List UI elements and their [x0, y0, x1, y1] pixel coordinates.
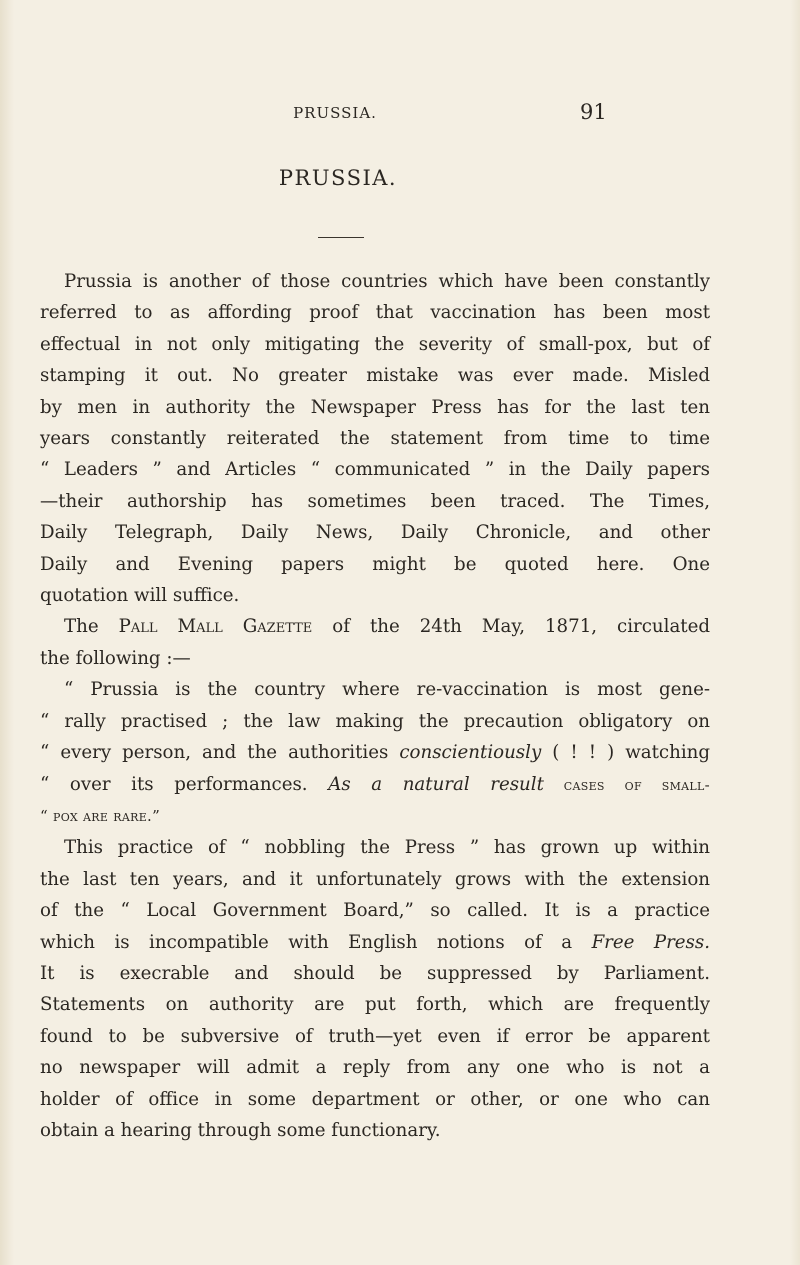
quote-line: “ Prussia is the country where re-vaccination is most gene- — [64, 679, 710, 701]
text-line: quotation will suffice. — [40, 585, 240, 607]
text-line: of the “ Local Government Board,” so called. It is a practice — [40, 900, 710, 922]
paragraph-2 — [40, 611, 710, 674]
text-line: no newspaper will admit a reply from any one who is not a — [40, 1057, 710, 1079]
text-fragment: “ every person, and the authorities — [40, 742, 400, 764]
text-line: holder of office in some department or other, or one who can — [40, 1088, 710, 1110]
text-fragment: ( ! ! ) watching — [541, 742, 710, 764]
quote-line — [40, 769, 710, 801]
text-line: years constantly reiterated the statement from time to time — [40, 428, 710, 450]
text-fragment: The — [64, 616, 119, 638]
title-rule — [318, 237, 364, 238]
quote-line — [40, 737, 710, 768]
quote-line: “ pox are rare.” — [40, 806, 161, 825]
text-line — [40, 611, 710, 642]
text-line: It is execrable and should be suppressed by Parliament. — [40, 962, 710, 984]
text-line: found to be subversive of truth—yet even if error be apparent — [40, 1025, 710, 1047]
paragraph-1 — [40, 266, 710, 611]
text-line: stamping it out. No greater mistake was ever made. Misled — [40, 365, 710, 387]
text-line: —their authorship has sometimes been traced. The Times, — [40, 490, 710, 512]
text-line: referred to as affording proof that vaccination has been most — [40, 302, 710, 324]
text-line: Prussia is another of those countries which have been constantly — [64, 271, 710, 292]
text-line: obtain a hearing through some functionary. — [40, 1119, 441, 1141]
newspaper-title: Pall Mall Gazette — [118, 616, 313, 638]
text-line: Daily Telegraph, Daily News, Daily Chronicle, and other — [40, 522, 710, 544]
chapter-title: PRUSSIA. — [278, 166, 398, 190]
page-edge-shadow-right — [790, 0, 800, 1265]
text-fragment: “ over its performances. — [40, 773, 329, 795]
running-title: PRUSSIA. — [293, 104, 377, 122]
emphasis: conscientiously — [399, 742, 542, 764]
page-number: 91 — [580, 100, 607, 124]
body-text — [40, 266, 710, 1146]
text-line: by men in authority the Newspaper Press has for the last ten — [40, 396, 710, 418]
emphasis: Free Press. — [591, 931, 710, 953]
emphasis: As a natural result — [328, 773, 544, 795]
text-line: Daily and Evening papers might be quoted here. One — [40, 553, 710, 575]
quote-line: “ rally practised ; the law making the precaution obligatory on — [40, 710, 710, 732]
paragraph-3 — [40, 832, 710, 1146]
text-line: “ Leaders ” and Articles “ communicated ” in the Daily papers — [40, 459, 710, 481]
text-fragment: of the 24th May, 1871, circulated — [312, 616, 711, 638]
text-line — [40, 927, 710, 958]
text-fragment: which is incompatible with English notions of a — [40, 931, 592, 953]
running-header — [0, 100, 800, 130]
text-line: the last ten years, and it unfortunately grows with the extension — [40, 868, 710, 890]
small-caps-text: cases of small- — [543, 775, 710, 794]
text-line: effectual in not only mitigating the severity of small-pox, but of — [40, 333, 710, 355]
text-line: the following :— — [40, 647, 191, 669]
text-line: This practice of “ nobbling the Press ” has grown up within — [64, 837, 710, 859]
text-line: Statements on authority are put forth, which are frequently — [40, 994, 710, 1016]
quotation — [40, 674, 710, 832]
